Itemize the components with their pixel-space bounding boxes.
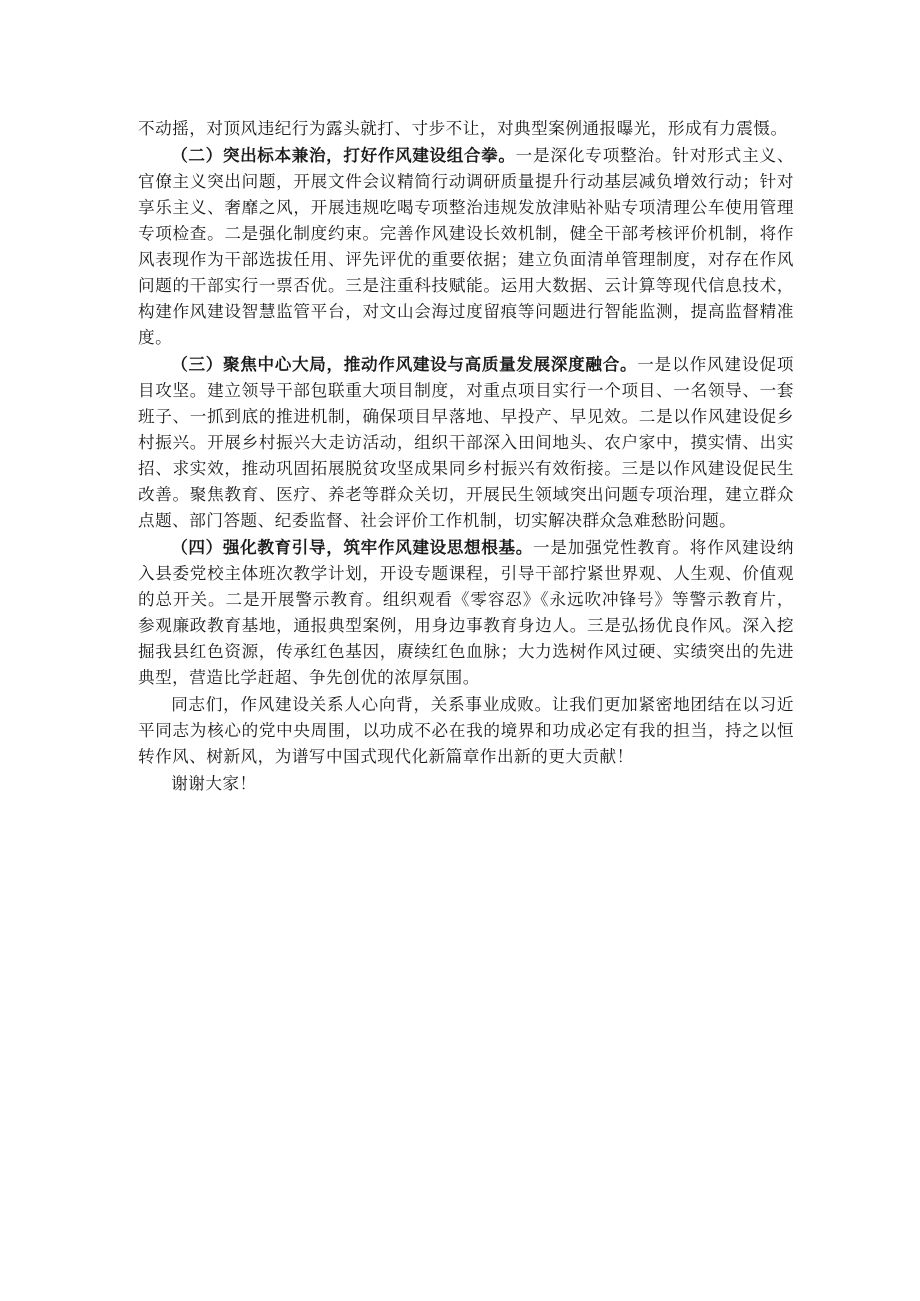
- paragraph-2: [138, 143, 794, 351]
- paragraph-heading: （三）聚焦中心大局，推动作风建设与高质量发展深度融合。: [171, 355, 638, 374]
- paragraph-6: [138, 771, 794, 797]
- paragraph-heading: （二）突出标本兼治，打好作风建设组合拳。: [171, 146, 516, 165]
- paragraph-5: [138, 692, 794, 770]
- paragraph-body: 一是以作风建设促项目攻坚。建立领导干部包联重大项目制度，对重点项目实行一个项目、一名领导、一套班子、一抓到底的推进机制，确保项目早落地、早投产、早见效。二是以作风建设促乡村振兴。开展乡村振兴大走访活动，组织干部深入田间地头、农户家中，摸实情、出实招、求实效，推动巩固拓展脱贫攻坚成果同乡村振兴有效衔接。三是以作风建设促民生改善。聚焦教育、医疗、养老等群众关切，开展民生领域突出问题专项治理，建立群众点题、部门答题、纪委监督、社会评价工作机制，切实解决群众急难愁盼问题。: [138, 355, 794, 530]
- paragraph-body: 不动摇，对顶风违纪行为露头就打、寸步不让，对典型案例通报曝光，形成有力震慑。: [138, 119, 788, 138]
- paragraph-heading: （四）强化教育引导，筑牢作风建设思想根基。: [171, 538, 533, 557]
- paragraph-1: [138, 116, 794, 142]
- paragraph-body: 谢谢大家！: [171, 774, 257, 793]
- paragraph-4: [138, 535, 794, 691]
- paragraph-3: [138, 352, 794, 534]
- paragraph-body: 一是加强党性教育。将作风建设纳入县委党校主体班次教学计划，开设专题课程，引导干部拧紧世界观、人生观、价值观的总开关。二是开展警示教育。组织观看《零容忍》《永远吹冲锋号》等警示教育片，参观廉政教育基地，通报典型案例，用身边事教育身边人。三是弘扬优良作风。深入挖掘我县红色资源，传承红色基因，赓续红色血脉；大力选树作风过硬、实绩突出的先进典型，营造比学赶超、争先创优的浓厚氛围。: [138, 538, 794, 687]
- paragraph-body: 同志们，作风建设关系人心向背，关系事业成败。让我们更加紧密地团结在以习近平同志为核心的党中央周围，以功成不必在我的境界和功成必定有我的担当，持之以恒转作风、树新风，为谱写中国式现代化新篇章作出新的更大贡献！: [138, 695, 794, 766]
- paragraph-body: 一是深化专项整治。针对形式主义、官僚主义突出问题，开展文件会议精简行动调研质量提升行动基层减负增效行动；针对享乐主义、奢靡之风，开展违规吃喝专项整治违规发放津贴补贴专项清理公车使用管理专项检查。二是强化制度约束。完善作风建设长效机制，健全干部考核评价机制，将作风表现作为干部选拔任用、评先评优的重要依据；建立负面清单管理制度，对存在作风问题的干部实行一票否优。三是注重科技赋能。运用大数据、云计算等现代信息技术，构建作风建设智慧监管平台，对文山会海过度留痕等问题进行智能监测，提高监督精准度。: [138, 146, 795, 347]
